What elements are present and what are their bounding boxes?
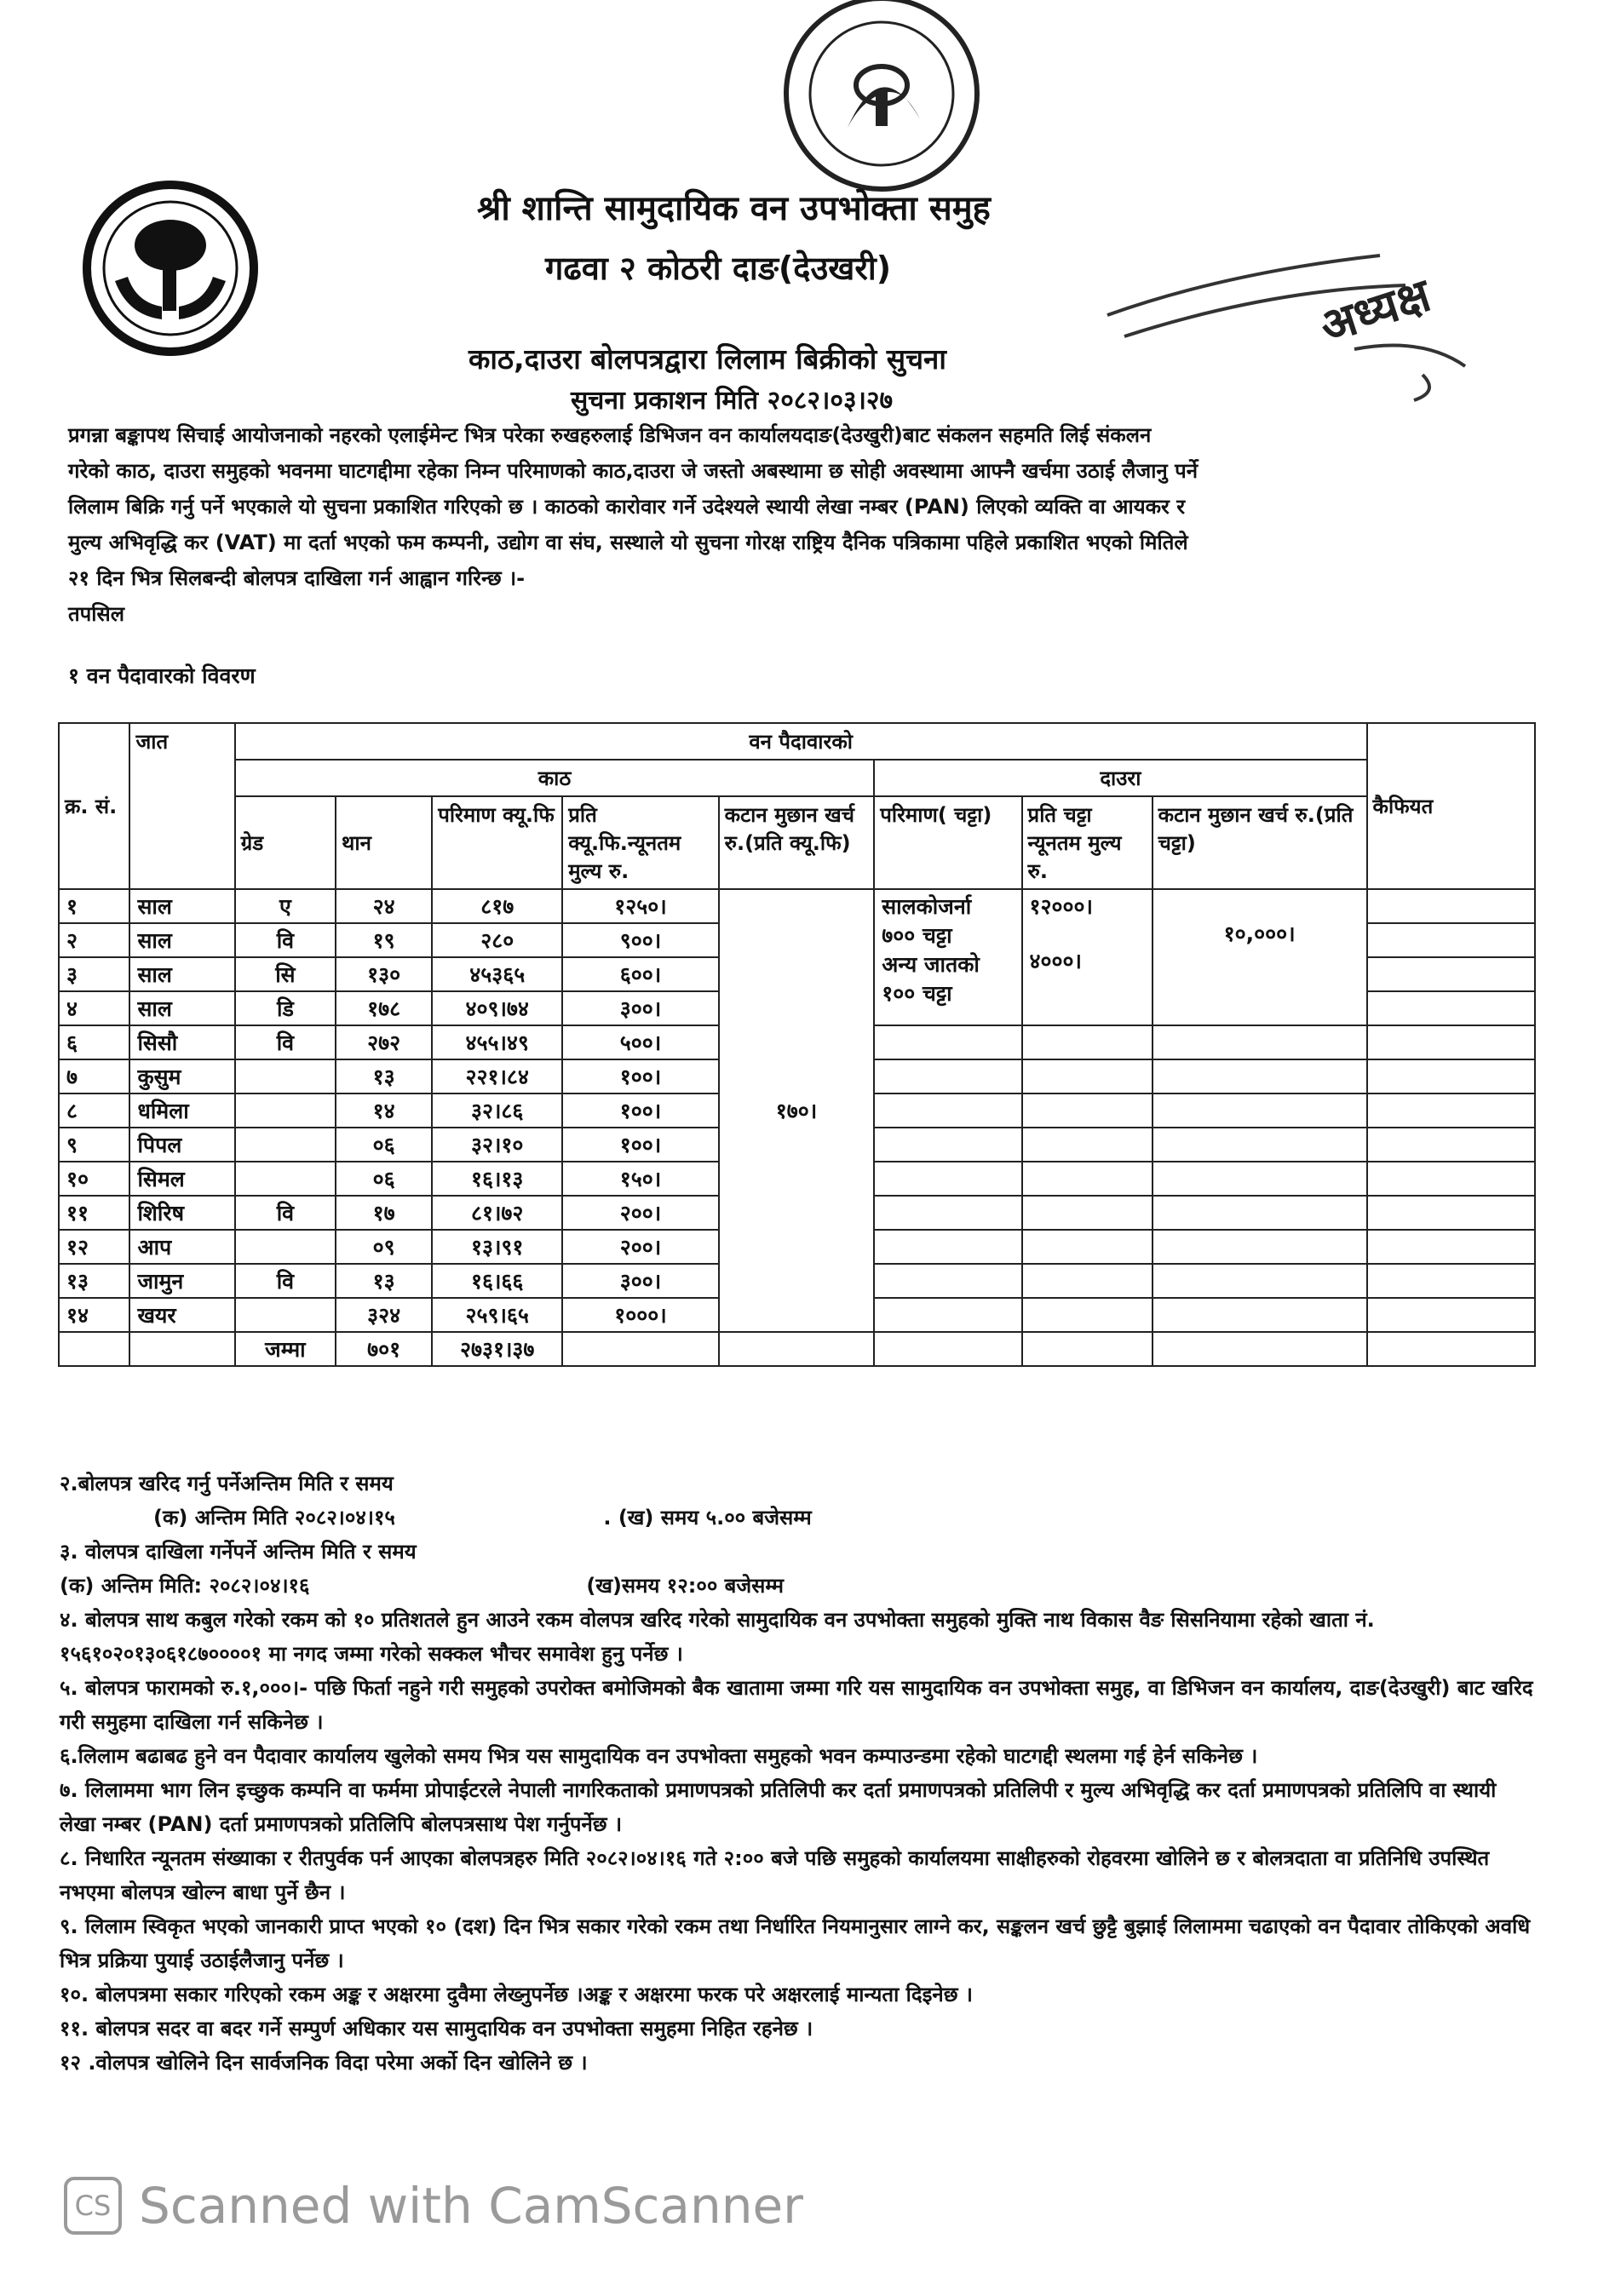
col-sn: क्र. सं.	[59, 723, 129, 889]
cell-species: साल	[129, 889, 234, 923]
cell-timber-cutting-cost: १७०।	[719, 889, 875, 1332]
cell-grade: ए	[235, 889, 336, 923]
cell-min-price: १००।	[562, 1093, 718, 1128]
cell-grade	[235, 1128, 336, 1162]
term-2-time: . (ख) समय ५.०० बजेसम्म	[603, 1506, 812, 1530]
cell-sn: ७	[59, 1059, 129, 1093]
cell-quantity: १६।१३	[432, 1162, 562, 1196]
term-3-detail	[60, 1569, 1533, 1603]
camscanner-logo-icon: CS	[64, 2177, 122, 2235]
cell-remarks	[1367, 1298, 1535, 1332]
firewood-quantity-line: १०० चट्टा	[882, 981, 952, 1006]
notice-title: काठ,दाउरा बोलपत्रद्वारा लिलाम बिक्रीको सुचना	[468, 342, 946, 376]
cell-sn: १	[59, 889, 129, 923]
col-grade: ग्रेड	[235, 796, 336, 889]
cell-min-price: १०००।	[562, 1298, 718, 1332]
cell-fw	[1022, 1230, 1153, 1264]
cell-logs: १३	[336, 1264, 432, 1298]
cell-fw	[1022, 1025, 1153, 1059]
cell-logs: ०९	[336, 1230, 432, 1264]
intro-line: गरेको काठ, दाउरा समुहको भवनमा घाटगद्दीमा रहेका निम्न परिमाणको काठ,दाउरा जे जस्तो अबस्थामा छ सोही अवस्थामा आफ्नै खर्चमा उठाई लैजानु पर्ने	[68, 459, 1198, 483]
cell-fw	[1153, 1298, 1367, 1332]
col-min-price: प्रति क्यू.फि.न्यूनतम मुल्य रु.	[562, 796, 718, 889]
cell-grade: सि	[235, 957, 336, 991]
cell-logs: १३	[336, 1059, 432, 1093]
cell-min-price: ५००।	[562, 1025, 718, 1059]
cell-fw	[874, 1298, 1021, 1332]
col-logs: थान	[336, 796, 432, 889]
cell-sn: १२	[59, 1230, 129, 1264]
cell-quantity: २२१।८४	[432, 1059, 562, 1093]
cell-quantity: ८१।७२	[432, 1196, 562, 1230]
cell-species: खयर	[129, 1298, 234, 1332]
cell-sn: १३	[59, 1264, 129, 1298]
term-2-detail	[60, 1501, 1533, 1535]
cell-min-price: ९००।	[562, 923, 718, 957]
cell-min-price: ३००।	[562, 1264, 718, 1298]
cell-logs: १७८	[336, 991, 432, 1025]
term-3-date: (क) अन्तिम मिति: २०८२।०४।१६	[60, 1574, 310, 1598]
cell-species: धमिला	[129, 1093, 234, 1128]
cell-fw	[1153, 1264, 1367, 1298]
cell-remarks	[1367, 889, 1535, 923]
cell-species: साल	[129, 991, 234, 1025]
cell-sn: ४	[59, 991, 129, 1025]
cell-remarks	[1367, 1196, 1535, 1230]
cell-fw	[874, 1230, 1021, 1264]
cell-grade	[235, 1162, 336, 1196]
cell-logs: २४	[336, 889, 432, 923]
cell-grade: वि	[235, 923, 336, 957]
col-fw-cutting-cost: कटान मुछान खर्च रु.(प्रति चट्टा)	[1153, 796, 1367, 889]
cell-logs: १९	[336, 923, 432, 957]
cell-remarks	[1367, 957, 1535, 991]
organization-address: गढवा २ कोठरी दाङ(देउखरी)	[545, 250, 892, 287]
cell-logs: २७२	[336, 1025, 432, 1059]
cell-fw	[1022, 1196, 1153, 1230]
firewood-quantity-line: ७०० चट्टा	[882, 923, 952, 948]
cell-firewood-price	[1022, 889, 1153, 1025]
notice-intro	[68, 417, 1529, 632]
cell-fw	[1153, 1230, 1367, 1264]
cell-sn: ११	[59, 1196, 129, 1230]
cell-quantity: १३।९१	[432, 1230, 562, 1264]
term-4: ४. बोलपत्र साथ कबुल गरेको रकम को १० प्रतिशतले हुन आउने रकम वोलपत्र खरिद गरेको सामुदायिक वन उपभोक्ता समुहको मुक्ति नाथ विकास वैङ सिसनियामा रहेको खाता नं. १५६१०२०१३०६१८७००००१ मा नगद जम्मा गरेको सक्कल भौचर समावेश हुनु पर्नेछ ।	[60, 1608, 1375, 1666]
cell-quantity: २८०	[432, 923, 562, 957]
cell-firewood-quantity	[874, 889, 1021, 1025]
cell-fw	[874, 1162, 1021, 1196]
table-row	[59, 889, 1535, 923]
cell-logs: ३२४	[336, 1298, 432, 1332]
cell-grade	[235, 1059, 336, 1093]
organization-seal	[767, 0, 997, 196]
col-timber: काठ	[235, 760, 874, 796]
svg-text:अध्यक्ष: अध्यक्ष	[1313, 267, 1437, 354]
cell-fw	[1022, 1162, 1153, 1196]
notice-terms	[60, 1467, 1533, 2080]
cell-sn: २	[59, 923, 129, 957]
firewood-quantity-line: अन्य जातको	[882, 952, 980, 977]
cell-empty	[562, 1332, 718, 1366]
forest-products-table	[58, 722, 1536, 1367]
cell-logs: ०६	[336, 1162, 432, 1196]
cell-fw	[874, 1264, 1021, 1298]
cell-remarks	[1367, 1162, 1535, 1196]
cell-grade	[235, 1298, 336, 1332]
cell-firewood-cutting-cost: १०,०००।	[1153, 889, 1367, 1025]
cell-species	[129, 1332, 234, 1366]
table-total-row	[59, 1332, 1535, 1366]
firewood-price-line: १२०००।	[1029, 894, 1094, 919]
cell-sn: ३	[59, 957, 129, 991]
cell-sn	[59, 1332, 129, 1366]
term-2-heading: २.बोलपत्र खरिद गर्नु पर्नेअन्तिम मिति र समय	[60, 1472, 394, 1495]
term-7: ७. लिलाममा भाग लिन इच्छुक कम्पनि वा फर्ममा प्रोपाईटरले नेपाली नागरिकताको प्रमाणपत्रको प्रतिलिपी कर दर्ता प्रमाणपत्रको प्रतिलिपी र मुल्य अभिवृद्धि कर दर्ता प्रमाणपत्रको प्रतिलिपि वा स्थायी लेखा नम्बर (PAN) दर्ता प्रमाणपत्रको प्रतिलिपि बोलपत्रसाथ पेश गर्नुपर्नेछ ।	[60, 1778, 1497, 1836]
cell-fw	[1153, 1128, 1367, 1162]
cell-fw	[1022, 1264, 1153, 1298]
cell-remarks	[1367, 1264, 1535, 1298]
cell-logs: ०६	[336, 1128, 432, 1162]
cell-grade: डि	[235, 991, 336, 1025]
col-firewood: दाउरा	[874, 760, 1366, 796]
cell-sn: १४	[59, 1298, 129, 1332]
cell-remarks	[1367, 991, 1535, 1025]
cell-min-price: १००।	[562, 1128, 718, 1162]
term-2-date: (क) अन्तिम मिति २०८२।०४।१५	[153, 1506, 395, 1530]
intro-line: मुल्य अभिवृद्धि कर (VAT) मा दर्ता भएको फम कम्पनी, उद्योग वा संघ, सस्थाले यो सुचना गोरक्ष राष्ट्रिय दैनिक पत्रिकामा पहिले प्रकाशित भएको मितिले	[68, 531, 1188, 554]
cell-empty	[719, 1332, 875, 1366]
cell-quantity: ४०९।७४	[432, 991, 562, 1025]
intro-line: २१ दिन भित्र सिलबन्दी बोलपत्र दाखिला गर्न आह्वान गरिन्छ ।-	[68, 566, 526, 590]
total-label: जम्मा	[235, 1332, 336, 1366]
cell-empty	[1367, 1332, 1535, 1366]
cell-logs: १७	[336, 1196, 432, 1230]
term-8: ८. निधारित न्यूनतम संख्याका र रीतपुर्वक पर्न आएका बोलपत्रहरु मिति २०८२।०४।१६ गते २:०० बजे पछि समुहको कार्यालयमा साक्षीहरुको रोहवरमा खोलिने छ र बोलत्रदाता वा प्रतिनिधि उपस्थित नभएमा बोलपत्र खोल्न बाधा पुर्ने छैन ।	[60, 1846, 1490, 1904]
cell-fw	[1153, 1059, 1367, 1093]
term-9: ९. लिलाम स्विकृत भएको जानकारी प्राप्त भएको १० (दश) दिन भित्र सकार गरेको रकम तथा निर्धारित नियमानुसार लाग्ने कर, सङ्कलन खर्च छुट्टै बुझाई लिलाममा चढाएको वन पैदावार तोकिएको अवधि भित्र प्रक्रिया पुयाई उठाईलैजानु पर्नेछ ।	[60, 1914, 1531, 1972]
cell-fw	[1153, 1093, 1367, 1128]
term-12: १२ .वोलपत्र खोलिने दिन सार्वजनिक विदा परेमा अर्को दिन खोलिने छ ।	[60, 2051, 588, 2075]
cell-remarks	[1367, 1230, 1535, 1264]
col-fw-min-price: प्रति चट्टा न्यूनतम मुल्य रु.	[1022, 796, 1153, 889]
cell-quantity: ३२।८६	[432, 1093, 562, 1128]
cell-remarks	[1367, 1059, 1535, 1093]
cell-fw	[1022, 1059, 1153, 1093]
col-species: जात	[129, 723, 234, 889]
cell-min-price: २००।	[562, 1230, 718, 1264]
cell-min-price: १२५०।	[562, 889, 718, 923]
col-quantity: परिमाण क्यू.फि	[432, 796, 562, 889]
intro-line: तपसिल	[68, 602, 125, 626]
cell-min-price: २००।	[562, 1196, 718, 1230]
organization-name: श्री शान्ति सामुदायिक वन उपभोक्ता समुह	[477, 189, 991, 228]
cell-sn: १०	[59, 1162, 129, 1196]
cell-species: कुसुम	[129, 1059, 234, 1093]
cell-fw	[874, 1093, 1021, 1128]
cell-fw	[874, 1128, 1021, 1162]
cell-fw	[1153, 1196, 1367, 1230]
cell-logs: १४	[336, 1093, 432, 1128]
cell-grade	[235, 1230, 336, 1264]
cell-sn: ९	[59, 1128, 129, 1162]
term-3-heading: ३. वोलपत्र दाखिला गर्नेपर्ने अन्तिम मिति र समय	[60, 1540, 417, 1564]
cell-fw	[1153, 1162, 1367, 1196]
cell-empty	[874, 1332, 1021, 1366]
cell-remarks	[1367, 1093, 1535, 1128]
cell-fw	[1022, 1093, 1153, 1128]
cell-fw	[874, 1059, 1021, 1093]
cell-quantity: ४५५।४९	[432, 1025, 562, 1059]
cell-grade: वि	[235, 1025, 336, 1059]
cell-fw	[874, 1025, 1021, 1059]
col-fw-quantity: परिमाण( चट्टा)	[874, 796, 1021, 889]
watermark-text: Scanned with CamScanner	[139, 2176, 804, 2235]
cell-quantity: ८१७	[432, 889, 562, 923]
chairperson-signature	[1099, 238, 1499, 409]
cell-min-price: १५०।	[562, 1162, 718, 1196]
cell-quantity: २५९।६५	[432, 1298, 562, 1332]
cell-quantity: ४५३६५	[432, 957, 562, 991]
cell-remarks	[1367, 1025, 1535, 1059]
cell-empty	[1153, 1332, 1367, 1366]
col-forest-products: वन पैदावारको	[235, 723, 1367, 760]
cell-sn: ६	[59, 1025, 129, 1059]
term-10: १०. बोलपत्रमा सकार गरिएको रकम अङ्क र अक्षरमा दुवैमा लेख्नुपर्नेछ ।अङ्क र अक्षरमा फरक परे अक्षरलाई मान्यता दिइनेछ ।	[60, 1983, 974, 2006]
scanner-watermark	[64, 2173, 803, 2235]
total-logs: ७०१	[336, 1332, 432, 1366]
term-6: ६.लिलाम बढाबढ हुने वन पैदावार कार्यालय खुलेको समय भित्र यस सामुदायिक वन उपभोक्ता समुहको भवन कम्पाउन्डमा रहेको घाटगद्दी स्थलमा गई हेर्न सकिनेछ ।	[60, 1744, 1258, 1768]
section-heading: १ वन पैदावारको विवरण	[68, 663, 256, 688]
cell-fw	[1022, 1128, 1153, 1162]
cell-species: साल	[129, 957, 234, 991]
col-remarks: कैफियत	[1367, 723, 1535, 889]
firewood-price-line: ४०००।	[1029, 949, 1083, 973]
cell-species: पिपल	[129, 1128, 234, 1162]
cell-min-price: ३००।	[562, 991, 718, 1025]
cell-species: सिसौ	[129, 1025, 234, 1059]
cell-fw	[1153, 1025, 1367, 1059]
term-11: ११. बोलपत्र सदर वा बदर गर्ने सम्पुर्ण अधिकार यस सामुदायिक वन उपभोक्ता समुहमा निहित रहनेछ ।	[60, 2017, 813, 2041]
cell-grade: वि	[235, 1264, 336, 1298]
cell-min-price: ६००।	[562, 957, 718, 991]
cell-remarks	[1367, 923, 1535, 957]
cell-species: शिरिष	[129, 1196, 234, 1230]
cell-sn: ८	[59, 1093, 129, 1128]
cell-species: सिमल	[129, 1162, 234, 1196]
organization-logo	[81, 179, 260, 358]
cell-species: साल	[129, 923, 234, 957]
cell-grade: वि	[235, 1196, 336, 1230]
cell-remarks	[1367, 1128, 1535, 1162]
cell-logs: १३०	[336, 957, 432, 991]
term-5: ५. बोलपत्र फारामको रु.१,०००।- पछि फिर्ता नहुने गरी समुहको उपरोक्त बमोजिमको बैक खातामा जम्मा गरि यस सामुदायिक वन उपभोक्ता समुह, वा डिभिजन वन कार्यालय, दाङ(देउखुरी) बाट खरिद गरी समुहमा दाखिला गर्न सकिनेछ ।	[60, 1676, 1533, 1734]
cell-min-price: १००।	[562, 1059, 718, 1093]
firewood-quantity-line: सालकोजर्ना	[882, 894, 972, 919]
cell-species: आप	[129, 1230, 234, 1264]
cell-quantity: १६।६६	[432, 1264, 562, 1298]
intro-line: प्रगन्ना बङ्कापथ सिचाई आयोजनाको नहरको एलाईमेन्ट भित्र परेका रुखहरुलाई डिभिजन वन कार्यालयदाङ(देउखुरी)बाट संकलन सहमति लिई संकलन	[68, 423, 1152, 447]
col-cutting-cost: कटान मुछान खर्च रु.(प्रति क्यू.फि)	[719, 796, 875, 889]
cell-grade	[235, 1093, 336, 1128]
cell-species: जामुन	[129, 1264, 234, 1298]
cell-fw	[874, 1196, 1021, 1230]
total-quantity: २७३१।३७	[432, 1332, 562, 1366]
notice-publish-date: सुचना प्रकाशन मिति २०८२।०३।२७	[571, 386, 894, 416]
cell-fw	[1022, 1298, 1153, 1332]
intro-line: लिलाम बिक्रि गर्नु पर्ने भएकाले यो सुचना प्रकाशित गरिएको छ । काठको कारोवार गर्ने उदेश्यले स्थायी लेखा नम्बर (PAN) लिएको व्यक्ति वा आयकर र	[68, 495, 1186, 519]
term-3-time: (ख)समय १२:०० बजेसम्म	[586, 1574, 784, 1598]
cell-empty	[1022, 1332, 1153, 1366]
cell-quantity: ३२।१०	[432, 1128, 562, 1162]
